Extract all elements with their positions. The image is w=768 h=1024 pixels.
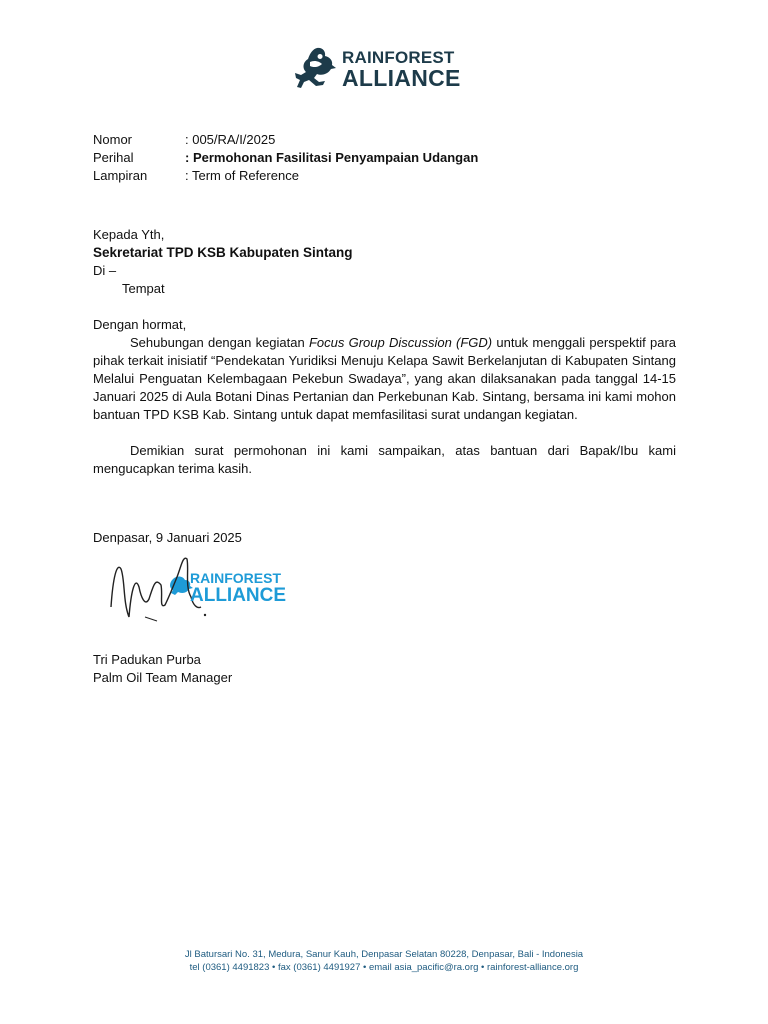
- recipient-name: Sekretariat TPD KSB Kabupaten Sintang: [93, 245, 353, 260]
- letter-body: [93, 316, 676, 478]
- logo-wordmark: [342, 49, 461, 90]
- paragraph-2: Demikian surat permohonan ini kami sampaikan, atas bantuan dari Bapak/Ibu kami mengucapkan terima kasih.: [93, 443, 676, 476]
- stamp-line1: RAINFOREST: [190, 570, 281, 586]
- logo-line1: RAINFOREST: [342, 48, 455, 67]
- meta-value-subject: : Permohonan Fasilitasi Penyampaian Udangan: [185, 150, 479, 165]
- greeting: Dengan hormat,: [93, 317, 187, 332]
- meta-label: Lampiran: [93, 168, 148, 183]
- meta-label: Perihal: [93, 150, 134, 165]
- recipient-address: [93, 226, 353, 298]
- di-line: Di –: [93, 263, 117, 278]
- letterhead-footer: [0, 948, 768, 974]
- p1-italic-term: Focus Group Discussion (FGD): [308, 335, 493, 350]
- tempat-line: Tempat: [122, 281, 165, 296]
- footer-address: Jl Batursari No. 31, Medura, Sanur Kauh, Denpasar Selatan 80228, Denpasar, Bali - Indonesia: [184, 949, 584, 960]
- signer-title: Palm Oil Team Manager: [93, 670, 233, 685]
- rainforest-alliance-logo: [292, 44, 472, 100]
- salutation: Kepada Yth,: [93, 227, 165, 242]
- p1-text-start: Sehubungan dengan kegiatan: [130, 335, 309, 350]
- paragraph-1: [93, 334, 676, 424]
- place-date: Denpasar, 9 Januari 2025: [93, 530, 242, 545]
- frog-icon: [292, 44, 340, 100]
- stamp-line2: ALLIANCE: [190, 585, 287, 606]
- meta-row-perihal: [93, 149, 683, 167]
- signature-stamp: [105, 547, 290, 629]
- meta-value: : Term of Reference: [185, 168, 299, 183]
- meta-row-nomor: [93, 131, 683, 149]
- logo-line2: ALLIANCE: [342, 65, 461, 91]
- stamp-wordmark: [190, 571, 286, 605]
- signer-name: Tri Padukan Purba: [93, 652, 201, 667]
- p1-text-rest: untuk menggali perspektif para pihak terkait inisiatif “Pendekatan Yuridiksi Menuju Kelapa Sawit Berkelanjutan di Kabupaten Sintang Melalui Penguatan Kelembagaan Pekebun Swadaya”, yang akan dilaksanakan pada tanggal 14-15 Januari 2025 di Aula Botani Dinas Pertanian dan Perkebunan Kab. Sintang, bersama ini kami mohon bantuan TPD KSB Kab. Sintang untuk dapat memfasilitasi surat undangan kegiatan.: [93, 335, 677, 422]
- meta-label: Nomor: [93, 132, 133, 147]
- meta-row-lampiran: [93, 167, 683, 185]
- footer-contacts: tel (0361) 4491823 • fax (0361) 4491927 • email asia_pacific@ra.org • rainforest-alliance.org: [189, 962, 579, 973]
- meta-value: : 005/RA/I/2025: [185, 132, 276, 147]
- letter-meta: [93, 131, 683, 185]
- signer-block: [93, 651, 232, 687]
